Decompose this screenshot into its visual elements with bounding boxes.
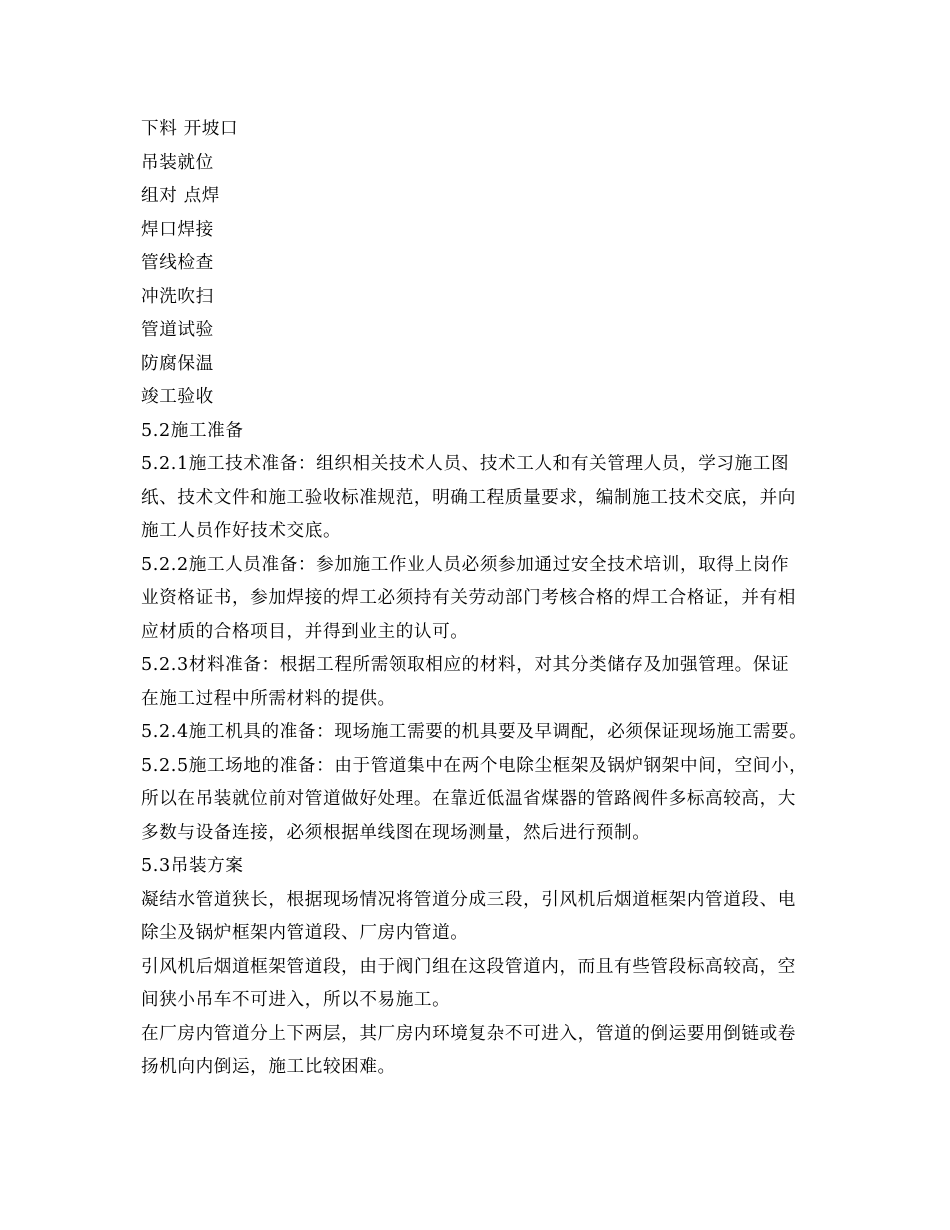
- paragraph-line: 纸、技术文件和施工验收标准规范，明确工程质量要求，编制施工技术交底，并向: [141, 487, 796, 508]
- process-step-cutting-beveling: 下料 开坡口: [141, 119, 239, 139]
- process-step-welding: 焊口焊接: [141, 219, 214, 240]
- paragraph-line: 5.2.4施工机具的准备：现场施工需要的机具要及早调配，必须保证现场施工需要。: [141, 722, 808, 742]
- process-step-acceptance: 竣工验收: [141, 387, 214, 407]
- section-heading-5-2: 5.2施工准备: [141, 420, 244, 441]
- paragraph-line: 业资格证书，参加焊接的焊工必须持有关劳动部门考核合格的焊工合格证，并有相: [141, 588, 796, 608]
- paragraph-line: 扬机向内倒运，施工比较困难。: [141, 1057, 396, 1077]
- process-step-pipeline-inspection: 管线检查: [141, 253, 214, 273]
- document-body: [141, 113, 821, 1085]
- process-step-pipe-testing: 管道试验: [141, 320, 214, 340]
- process-step-anticorrosion-insulation: 防腐保温: [141, 353, 214, 374]
- process-step-hoisting: 吊装就位: [141, 152, 214, 173]
- paragraph-line: 在施工过程中所需材料的提供。: [141, 688, 396, 709]
- paragraph-line: 间狭小吊车不可进入，所以不易施工。: [141, 990, 451, 1010]
- section-heading-5-3: 5.3吊装方案: [141, 856, 244, 876]
- paragraph-line: 5.2.5施工场地的准备：由于管道集中在两个电除尘框架及锅炉钢架中间，空间小，: [141, 755, 808, 776]
- paragraph-line: 在厂房内管道分上下两层，其厂房内环境复杂不可进入，管道的倒运要用倒链或卷: [141, 1023, 796, 1044]
- paragraph-line: 引风机后烟道框架管道段，由于阀门组在这段管道内，而且有些管段标高较高，空: [141, 956, 796, 977]
- paragraph-line: 多数与设备连接，必须根据单线图在现场测量，然后进行预制。: [141, 822, 651, 843]
- paragraph-line: 凝结水管道狭长，根据现场情况将管道分成三段，引风机后烟道框架内管道段、电: [141, 889, 796, 910]
- paragraph-line: 应材质的合格项目，并得到业主的认可。: [141, 621, 469, 642]
- process-step-flushing: 冲洗吹扫: [141, 286, 214, 307]
- paragraph-line: 5.2.3材料准备：根据工程所需领取相应的材料，对其分类储存及加强管理。保证: [141, 655, 790, 675]
- paragraph-line: 除尘及锅炉框架内管道段、厂房内管道。: [141, 923, 469, 943]
- process-step-fitup-tack-weld: 组对 点焊: [141, 186, 220, 206]
- paragraph-line: 施工人员作好技术交底。: [141, 521, 342, 541]
- paragraph-line: 所以在吊装就位前对管道做好处理。在靠近低温省煤器的管路阀件多标高较高，大: [141, 789, 796, 809]
- paragraph-line: 5.2.2施工人员准备：参加施工作业人员必须参加通过安全技术培训，取得上岗作: [141, 554, 790, 575]
- paragraph-line: 5.2.1施工技术准备：组织相关技术人员、技术工人和有关管理人员，学习施工图: [141, 454, 790, 474]
